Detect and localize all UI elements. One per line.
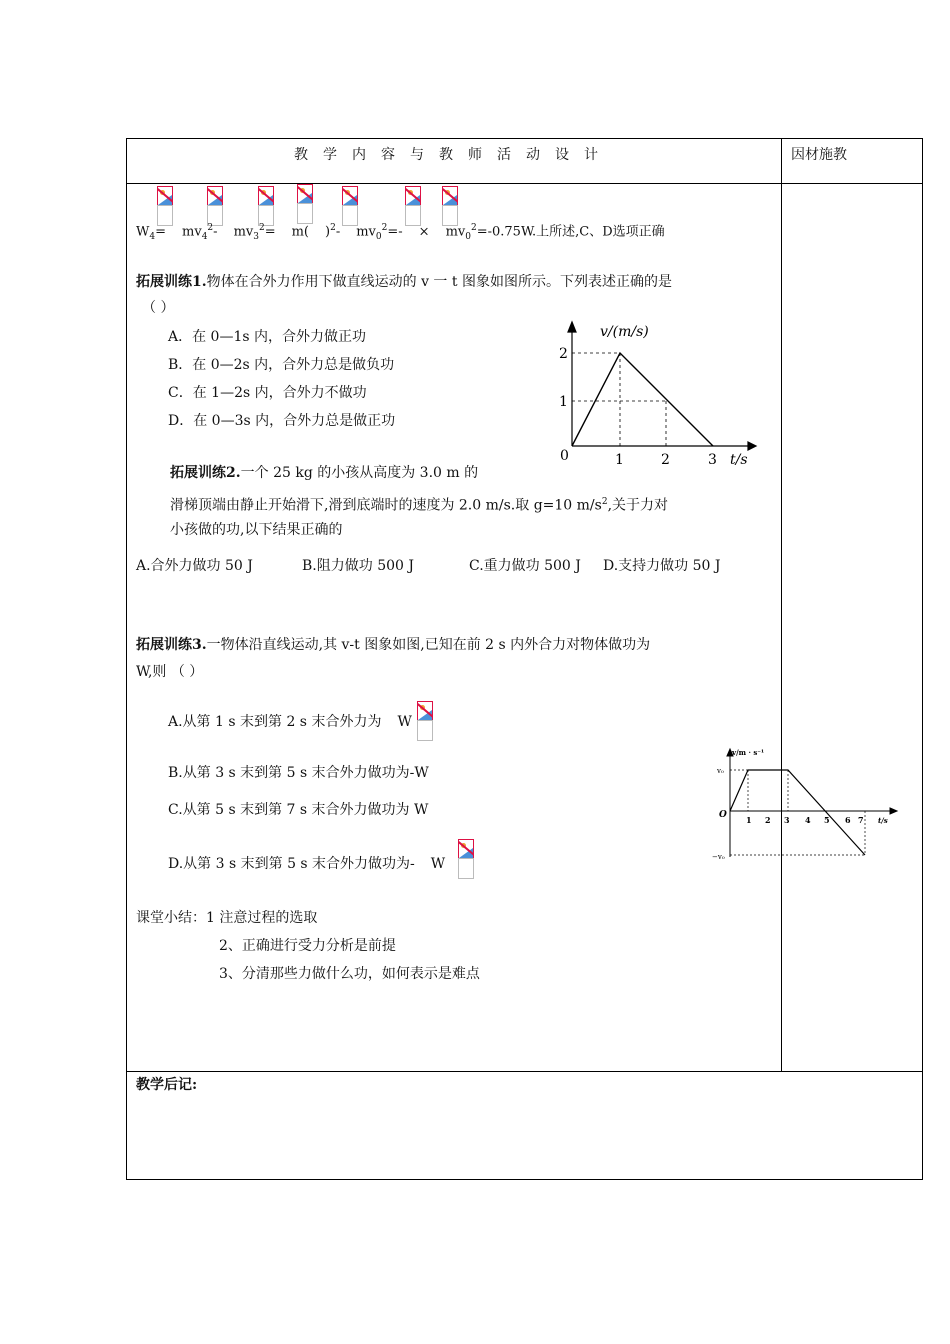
ex1-y-tick-2: 2 <box>559 346 568 362</box>
ex2-option-a: A.合外力做功 50 J <box>136 558 253 574</box>
ex2-question-line2: 滑梯顶端由静止开始滑下,滑到底端时的速度为 2.0 m/s.取 g=10 $m/s^2$,关于力对 <box>170 497 669 514</box>
ex3-v0-label: v₀ <box>717 767 724 775</box>
image-placeholder-icon <box>458 839 474 877</box>
ex3-x-tick-1: 1 <box>746 815 752 825</box>
ex2-option-c: C.重力做功 500 J <box>469 558 581 574</box>
header-side: 因材施教 <box>791 147 847 163</box>
ex2-question-line3: 小孩做的功,以下结果正确的 <box>170 522 343 538</box>
ex1-option-a: A．在 0—1s 内，合外力做正功 <box>168 329 367 345</box>
lesson-table <box>126 138 923 1180</box>
ex3-x-tick-2: 2 <box>765 815 771 825</box>
ex3-x-tick-6: 6 <box>845 815 851 825</box>
ex1-x-tick-3: 3 <box>708 452 717 468</box>
ex3-option-d: D.从第 3 s 末到第 5 s 末合外力做功为- W <box>168 856 446 872</box>
ex1-velocity-line <box>572 353 713 446</box>
header-title: 教学内容与教师活动设计 <box>294 147 613 163</box>
image-placeholder-icon <box>297 184 313 222</box>
ex3-vt-graph <box>710 745 902 867</box>
header-divider <box>126 183 923 184</box>
summary-line2: 2、正确进行受力分析是前提 <box>219 938 396 954</box>
ex3-option-b: B.从第 3 s 末到第 5 s 末合外力做功为-W <box>168 765 429 781</box>
ex1-x-tick-2: 2 <box>661 452 670 468</box>
ex2-option-d: D.支持力做功 50 J <box>603 558 721 574</box>
ex3-x-label: t/s <box>878 816 888 825</box>
ex3-question-line2: W,则 （ ） <box>136 664 204 680</box>
ex1-y-arrow <box>568 322 576 332</box>
ex1-option-b: B．在 0—2s 内，合外力总是做负功 <box>168 357 395 373</box>
ex3-question: 拓展训练3.一物体沿直线运动,其 v-t 图象如图,已知在前 2 s 内外合力对物体做功为 <box>136 637 651 653</box>
ex3-x-arrow <box>890 808 897 814</box>
ex1-y-label: v/(m/s) <box>600 324 649 340</box>
column-divider <box>781 138 782 1072</box>
formula-line: $W_4= mv_4^2-$ $mv_3^2= m$( )$^2$- $mv_0^2=- \times mv_0^2=-0.75W$.上所述,C、D选项正确 <box>136 223 665 242</box>
ex1-question: 拓展训练1.物体在合外力作用下做直线运动的 v 一 t 图象如图所示。下列表述正确的是 <box>136 274 672 290</box>
ex2-question-line1: 拓展训练2.一个 25 kg 的小孩从高度为 3.0 m 的 <box>170 465 479 481</box>
ex3-x-tick-5: 5 <box>824 815 830 825</box>
ex1-x-tick-1: 1 <box>615 452 624 468</box>
ex1-option-d: D．在 0—3s 内，合外力总是做正功 <box>168 413 396 429</box>
ex1-vt-graph <box>548 318 758 470</box>
image-placeholder-icon <box>417 701 433 739</box>
ex3-origin: O <box>719 810 727 820</box>
ex3-x-tick-4: 4 <box>805 815 811 825</box>
ex1-blank: （ ） <box>142 300 175 316</box>
ex3-x-tick-3: 3 <box>784 815 790 825</box>
summary-line3: 3、分清那些力做什么功，如何表示是难点 <box>219 966 480 982</box>
summary-line1: 课堂小结：1 注意过程的选取 <box>136 910 318 926</box>
ex3-velocity-line <box>730 770 865 855</box>
ex1-option-c: C．在 1—2s 内，合外力不做功 <box>168 385 367 401</box>
ex1-x-arrow <box>748 442 756 450</box>
footer-divider <box>126 1071 923 1072</box>
ex1-x-label: t/s <box>730 452 748 468</box>
ex3-option-c: C.从第 5 s 末到第 7 s 末合外力做功为 W <box>168 802 429 818</box>
ex2-option-b: B.阻力做功 500 J <box>302 558 414 574</box>
ex3-neg-v0-label: −v₀ <box>712 853 725 861</box>
ex3-option-a: A.从第 1 s 末到第 2 s 末合外力为 W <box>168 714 412 730</box>
footer-label: 教学后记: <box>136 1077 198 1093</box>
ex1-origin: 0 <box>560 448 569 464</box>
ex1-y-tick-1: 1 <box>559 394 568 410</box>
ex3-y-label: v/m · s⁻¹ <box>732 748 765 757</box>
ex3-x-tick-7: 7 <box>858 815 864 825</box>
